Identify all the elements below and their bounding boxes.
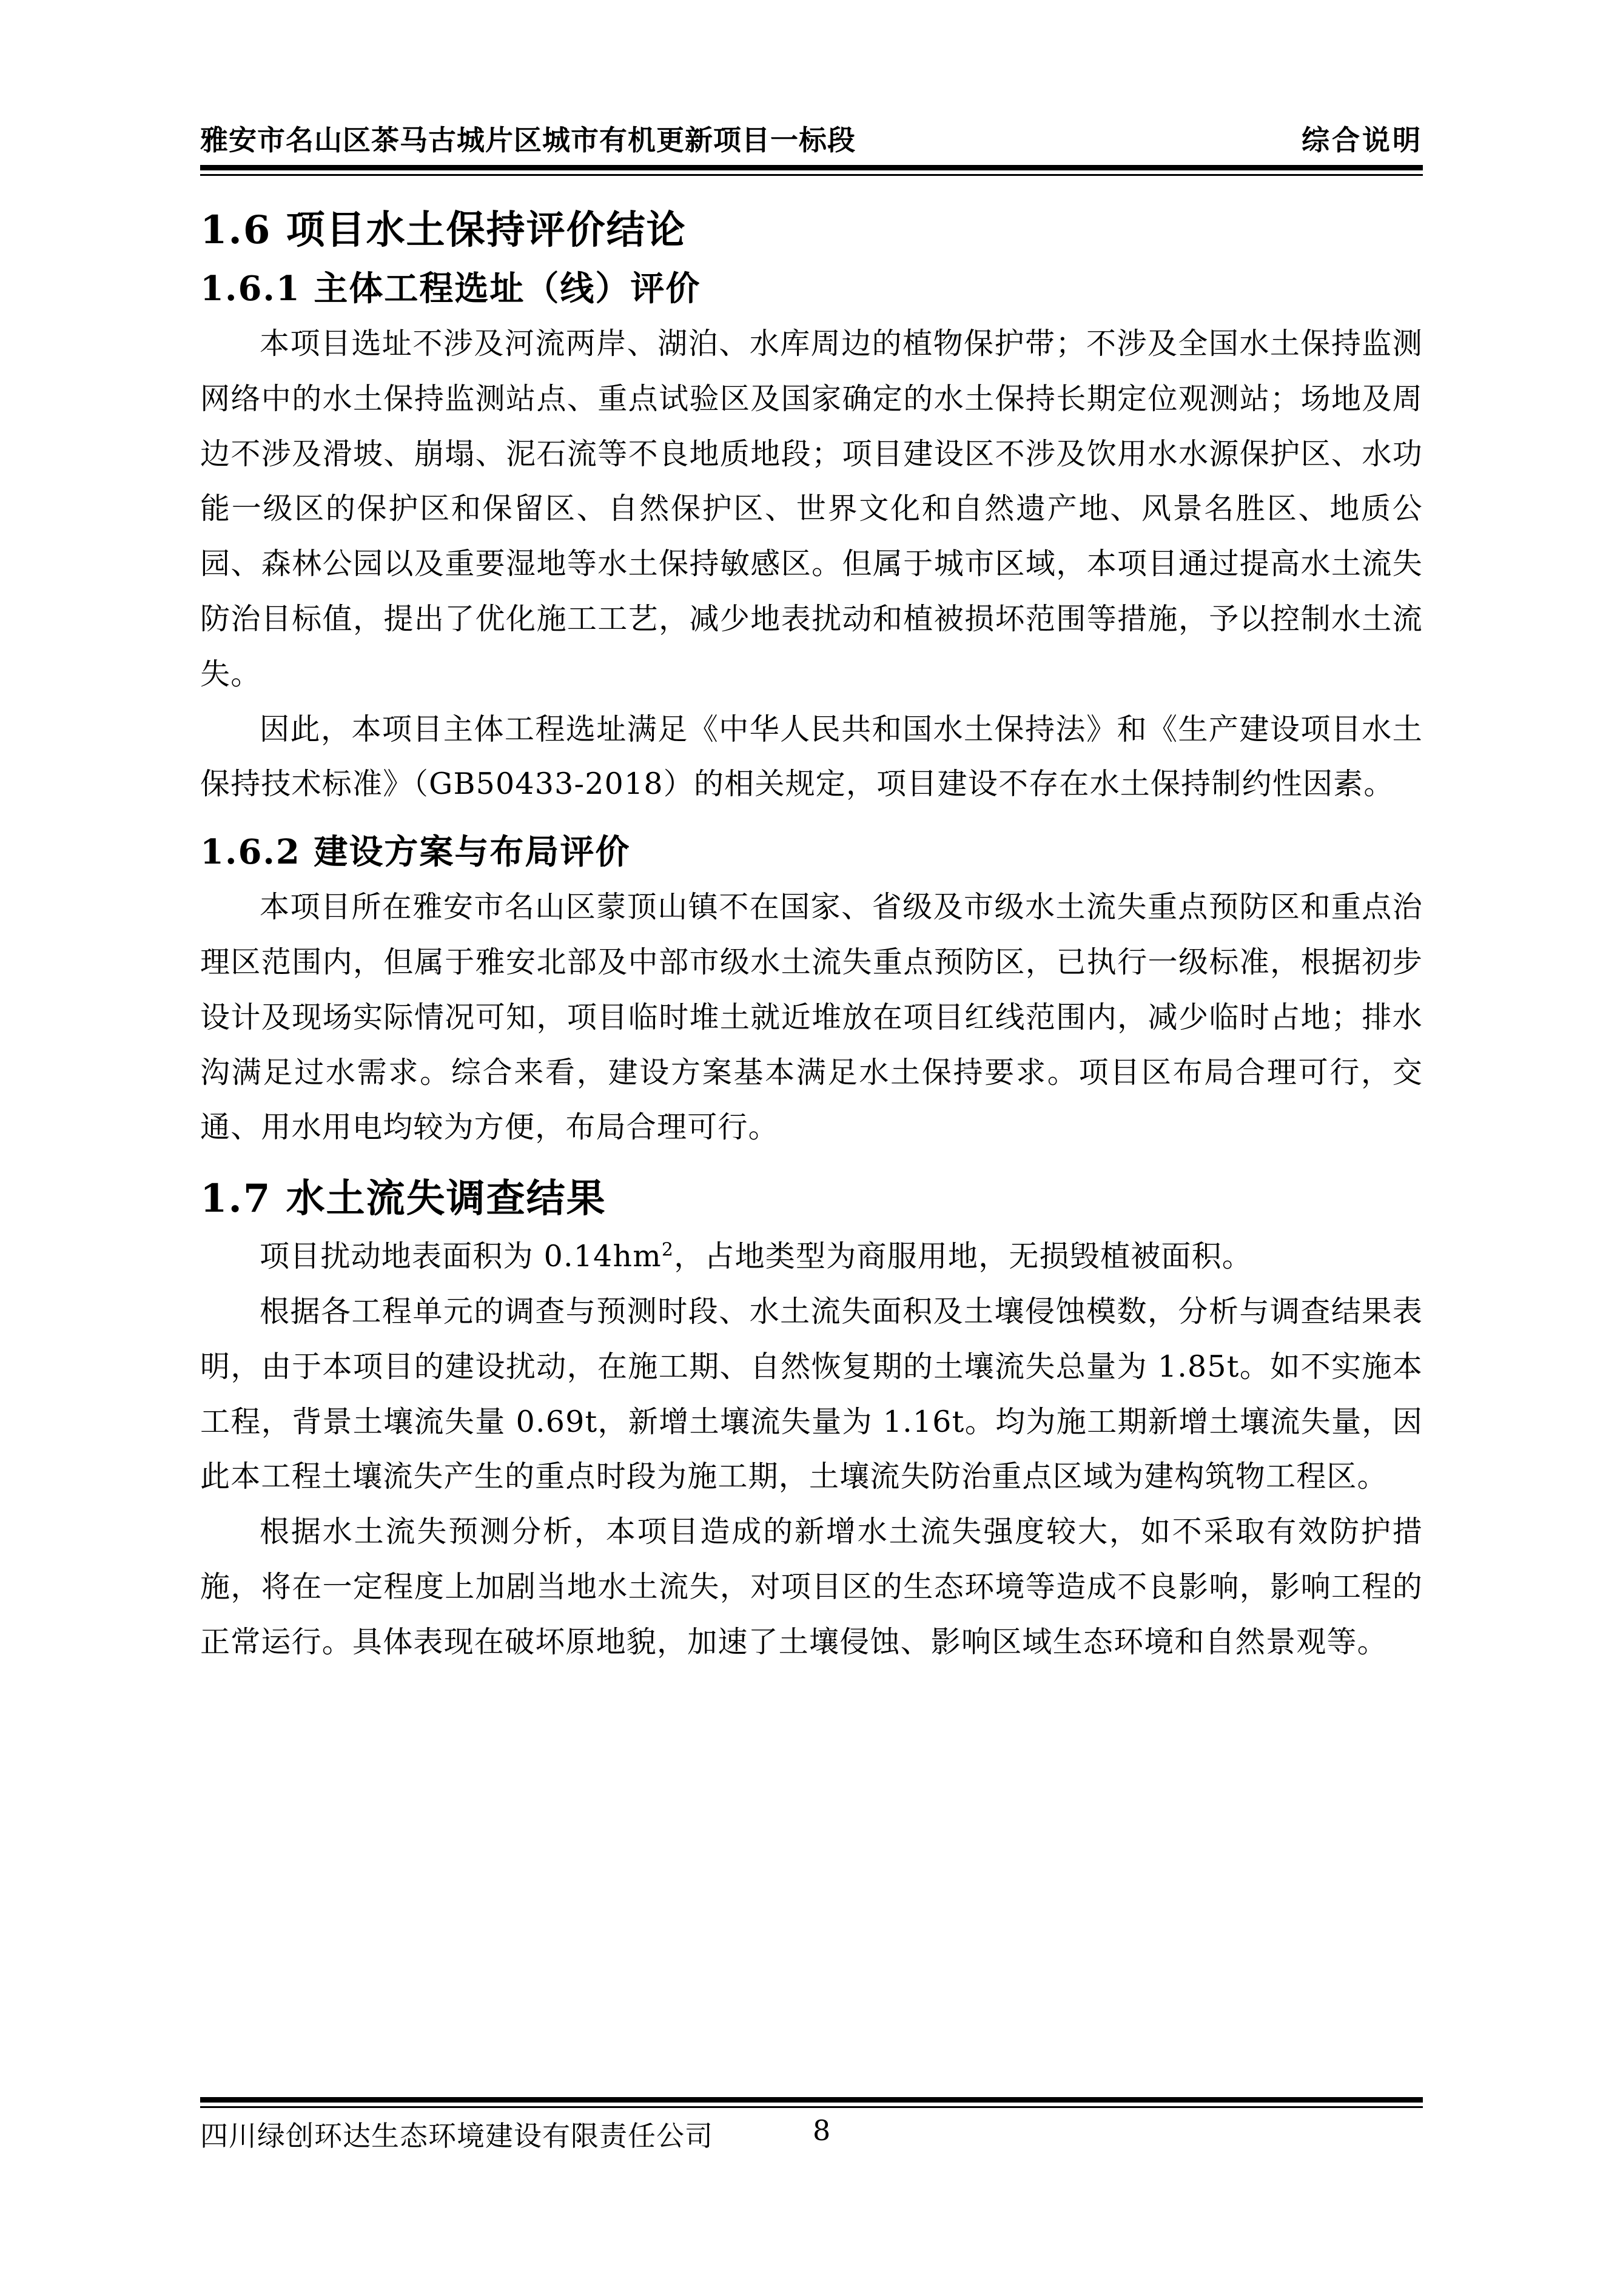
footer-company-name: 四川绿创环达生态环境建设有限责任公司	[200, 2120, 713, 2152]
header-project-title: 雅安市名山区茶马古城片区城市有机更新项目一标段	[200, 124, 856, 156]
footer-rule-thin	[200, 2106, 1423, 2108]
section-1-6-heading: 1.6 项目水土保持评价结论	[200, 207, 687, 253]
section-1-6-2-heading: 1.6.2 建设方案与布局评价	[200, 832, 631, 873]
page-header	[200, 106, 1423, 161]
area-unit-superscript: 2	[661, 1239, 674, 1261]
page-number: 8	[813, 2114, 831, 2147]
header-rule-thick	[200, 165, 1423, 170]
section-1-6-1-paragraph-1: 本项目选址不涉及河流两岸、湖泊、水库周边的植物保护带；不涉及全国水土保持监测网络中的水土保持监测站点、重点试验区及国家确定的水土保持长期定位观测站；场地及周边不涉及滑坡、崩塌、泥石流等不良地质地段；项目建设区不涉及饮用水水源保护区、水功能一级区的保护区和保留区、自然保护区、世界文化和自然遗产地、风景名胜区、地质公园、森林公园以及重要湿地等水土保持敏感区。但属于城市区域，本项目通过提高水土流失防治目标值，提出了优化施工工艺，减少地表扰动和植被损坏范围等措施，予以控制水土流失。	[200, 326, 1423, 691]
area-text: 项目扰动地表面积为 0.14hm	[260, 1239, 662, 1274]
footer-rule-thick	[200, 2097, 1423, 2103]
header-section-label: 综合说明	[1302, 124, 1423, 156]
document-body	[200, 200, 1423, 1670]
section-1-6-2-paragraph-1: 本项目所在雅安市名山区蒙顶山镇不在国家、省级及市级水土流失重点预防区和重点治理区范围内，但属于雅安北部及中部市级水土流失重点预防区，已执行一级标准，根据初步设计及现场实际情况可知，项目临时堆土就近堆放在项目红线范围内，减少临时占地；排水沟满足过水需求。综合来看，建设方案基本满足水土保持要求。项目区布局合理可行，交通、用水用电均较为方便，布局合理可行。	[200, 890, 1423, 1145]
section-1-7-paragraph-2: 根据各工程单元的调查与预测时段、水土流失面积及土壤侵蚀模数，分析与调查结果表明，由于本项目的建设扰动，在施工期、自然恢复期的土壤流失总量为 1.85t。如不实施本工程，背景土壤流失量 0.69t，新增土壤流失量为 1.16t。均为施工期新增土壤流失量，因此本工程土壤流失产生的重点时段为施工期，土壤流失防治重点区域为建构筑物工程区。	[200, 1294, 1423, 1494]
section-1-7-paragraph-3: 根据水土流失预测分析，本项目造成的新增水土流失强度较大，如不采取有效防护措施，将在一定程度上加剧当地水土流失，对项目区的生态环境等造成不良影响，影响工程的正常运行。具体表现在破坏原地貌，加速了土壤侵蚀、影响区域生态环境和自然景观等。	[200, 1514, 1423, 1659]
section-1-7-paragraph-1	[200, 1229, 1423, 1284]
header-rule-thin	[200, 174, 1423, 176]
section-1-7-heading: 1.7 水土流失调查结果	[200, 1176, 607, 1222]
section-1-6-1-heading: 1.6.1 主体工程选址（线）评价	[200, 269, 701, 309]
section-1-6-1-paragraph-2: 因此，本项目主体工程选址满足《中华人民共和国水土保持法》和《生产建设项目水土保持技术标准》（GB50433-2018）的相关规定，项目建设不存在水土保持制约性因素。	[200, 711, 1423, 802]
area-text-rest: ，占地类型为商服用地，无损毁植被面积。	[674, 1239, 1253, 1274]
